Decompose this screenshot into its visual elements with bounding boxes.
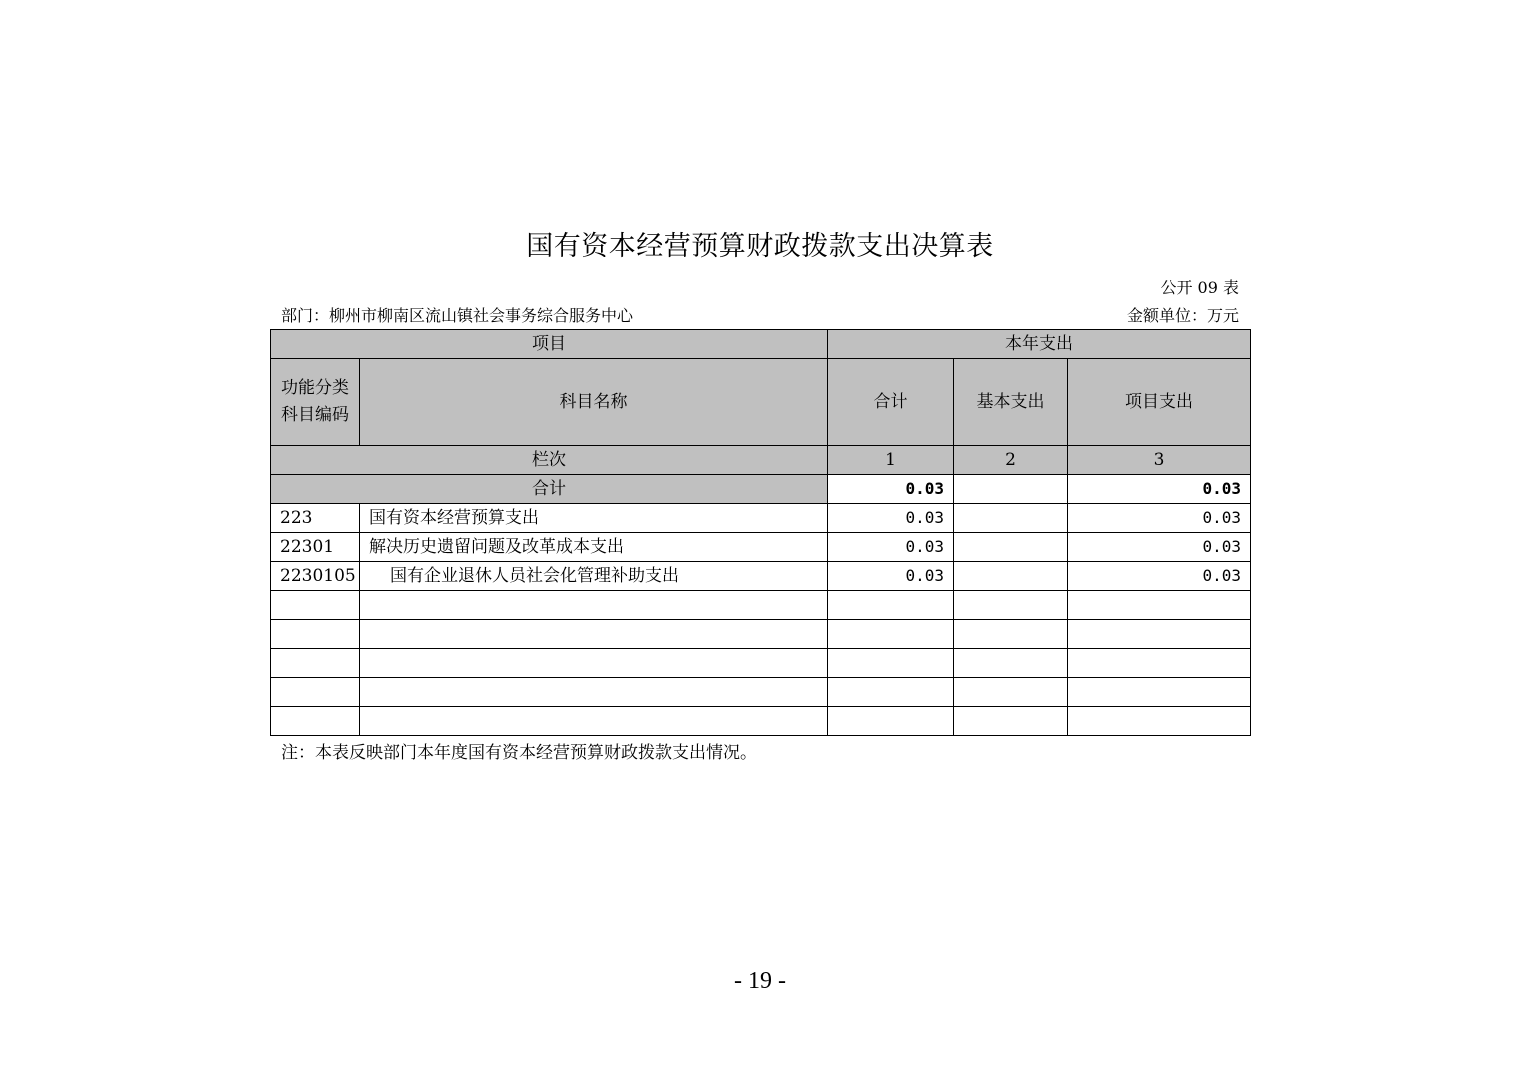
header-row-1 <box>271 330 1251 359</box>
header-basic: 基本支出 <box>954 359 1068 446</box>
table-row <box>271 533 1251 562</box>
form-number: 公开 09 表 <box>1160 278 1239 297</box>
total-basic <box>954 475 1068 504</box>
empty-row <box>271 678 1251 707</box>
header-project-expense: 项目支出 <box>1068 359 1251 446</box>
row-code: 22301 <box>271 533 360 562</box>
row-code: 223 <box>271 504 360 533</box>
row-basic <box>954 533 1068 562</box>
total-row <box>271 475 1251 504</box>
row-basic <box>954 562 1068 591</box>
header-this-year: 本年支出 <box>828 330 1251 359</box>
row-basic <box>954 504 1068 533</box>
table-note: 注：本表反映部门本年度国有资本经营预算财政拨款支出情况。 <box>281 743 757 763</box>
page-title: 国有资本经营预算财政拨款支出决算表 <box>526 231 994 262</box>
row-project: 0.03 <box>1068 533 1251 562</box>
row-name: 国有企业退休人员社会化管理补助支出 <box>360 562 828 591</box>
row-code: 2230105 <box>271 562 360 591</box>
row-total: 0.03 <box>828 562 954 591</box>
header-project: 项目 <box>271 330 828 359</box>
column-label: 栏次 <box>271 446 828 475</box>
empty-row <box>271 707 1251 736</box>
total-amount: 0.03 <box>828 475 954 504</box>
row-name: 解决历史遗留问题及改革成本支出 <box>360 533 828 562</box>
row-project: 0.03 <box>1068 562 1251 591</box>
header-code: 功能分类科目编码 <box>271 359 360 446</box>
column-index-3: 3 <box>1068 446 1251 475</box>
expenditure-table <box>270 329 1251 736</box>
empty-row <box>271 591 1251 620</box>
row-project: 0.03 <box>1068 504 1251 533</box>
row-total: 0.03 <box>828 504 954 533</box>
page-number: - 19 - <box>734 968 786 994</box>
table-row <box>271 562 1251 591</box>
header-name: 科目名称 <box>360 359 828 446</box>
amount-unit-label: 金额单位：万元 <box>1126 306 1239 325</box>
row-total: 0.03 <box>828 533 954 562</box>
column-index-2: 2 <box>954 446 1068 475</box>
empty-row <box>271 620 1251 649</box>
header-row-2 <box>271 359 1251 446</box>
column-index-row <box>271 446 1251 475</box>
column-index-1: 1 <box>828 446 954 475</box>
total-label: 合计 <box>271 475 828 504</box>
empty-row <box>271 649 1251 678</box>
table-row <box>271 504 1251 533</box>
total-project: 0.03 <box>1068 475 1251 504</box>
header-total: 合计 <box>828 359 954 446</box>
department-label: 部门：柳州市柳南区流山镇社会事务综合服务中心 <box>281 306 634 325</box>
row-name: 国有资本经营预算支出 <box>360 504 828 533</box>
